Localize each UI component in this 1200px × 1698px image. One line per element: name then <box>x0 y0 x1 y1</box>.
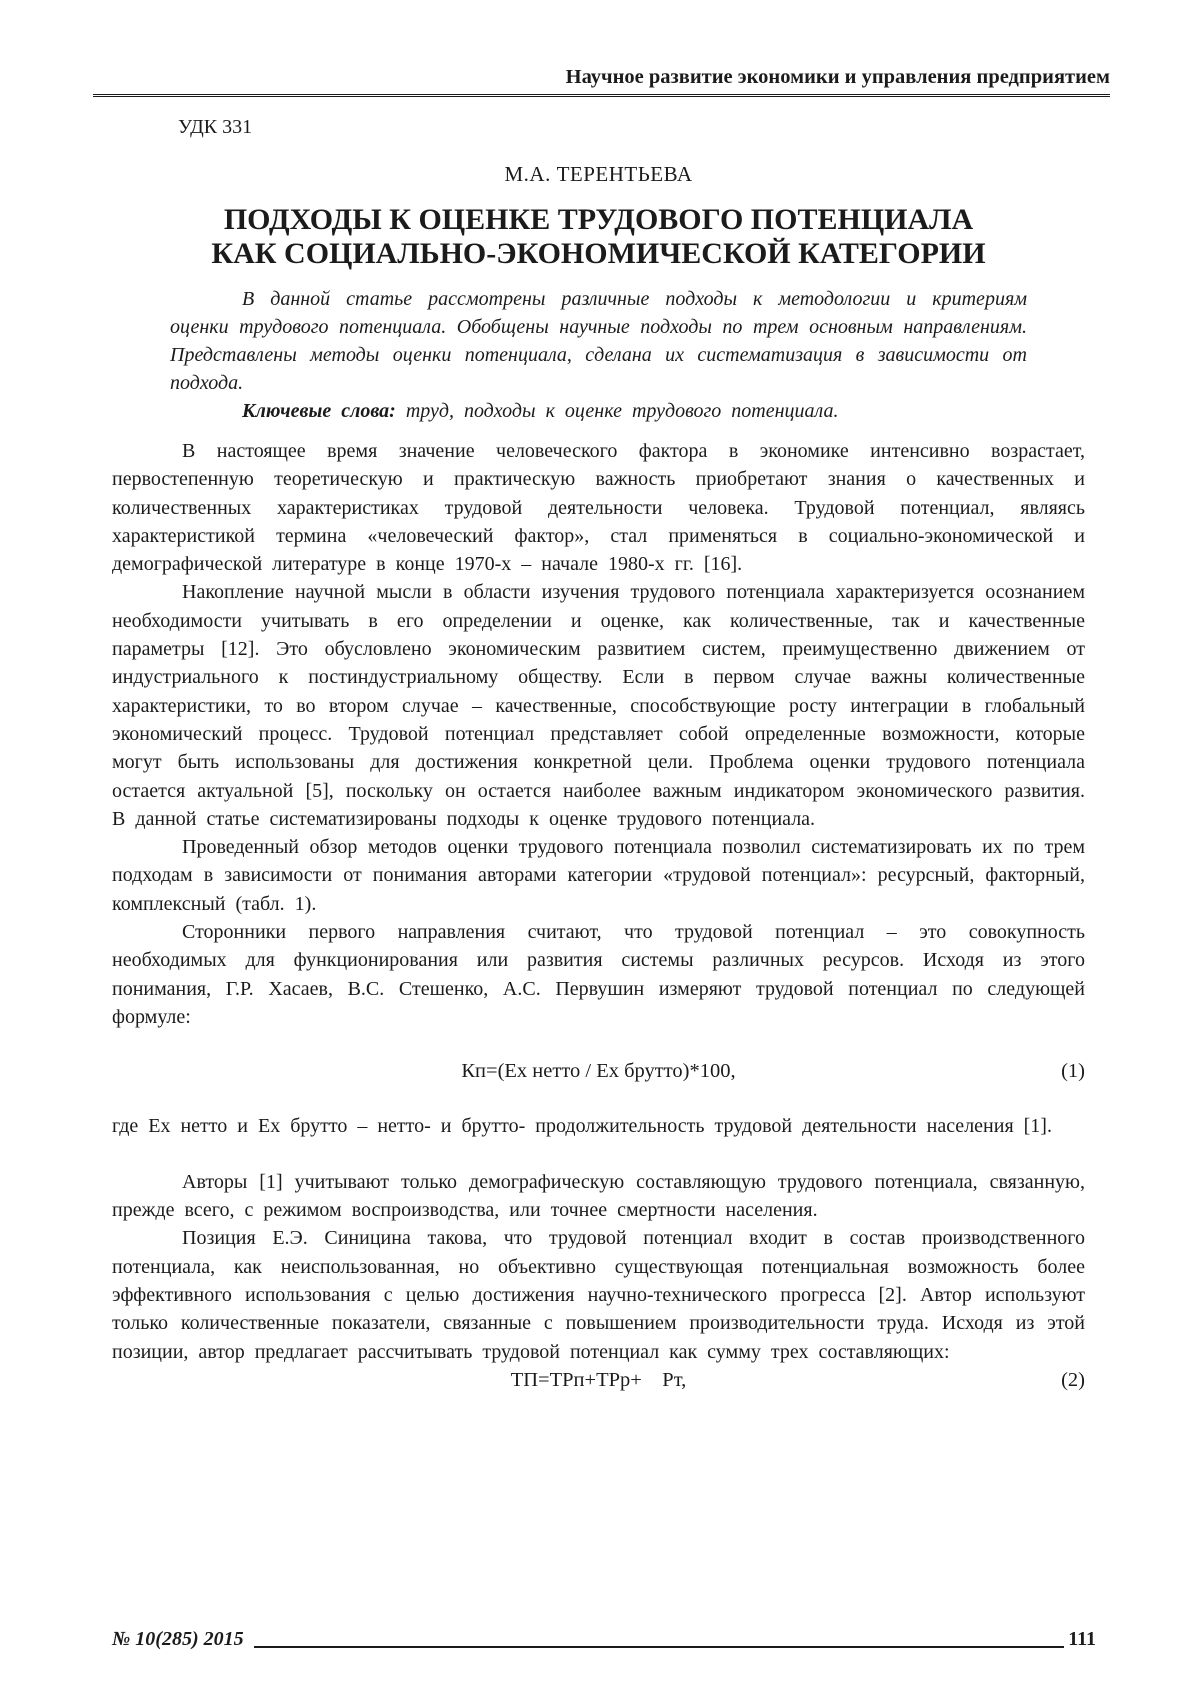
author-name: М.А. ТЕРЕНТЬЕВА <box>504 162 693 186</box>
article-title <box>112 203 1085 271</box>
body-paragraph-1: В настоящее время значение человеческого фактора в экономике интенсивно возрастает, первостепенную теоретическую и практическую важность приобретают знания о качественных и количественных характеристиках трудовой деятельности человека. Трудовой потенциал, являясь характеристикой термина «человеческий фактор», стал применяться в социально-экономической и демографической литературе в конце 1970-х – начале 1980-х гг. [16]. <box>112 440 1085 576</box>
page-content <box>112 0 1110 1394</box>
footer-page-number: 111 <box>1068 1628 1096 1650</box>
running-header-title: Научное развитие экономики и управления предприятием <box>565 66 1110 88</box>
page-footer <box>112 1626 1096 1652</box>
body-paragraph-4: Сторонники первого направления считают, что трудовой потенциал – это совокупность необходимых для функционирования или развития системы различных ресурсов. Исходя из этого понимания, Г.Р. Хасаев, В.С. Стешенко, А.С. Первушин измеряют трудовой потенциал по следующей формуле: <box>112 921 1085 1028</box>
formula-1-expression: Кп=(Ех нетто / Ех брутто)*100, <box>461 1060 736 1083</box>
formula-2-number: (2) <box>1061 1368 1085 1391</box>
abstract-block <box>170 285 1027 425</box>
body-paragraph-3: Проведенный обзор методов оценки трудового потенциала позволил систематизировать их по трем подходам в зависимости от понимания авторами категории «трудовой потенциал»: ресурсный, факторный, комплексный (табл. 1). <box>112 836 1085 915</box>
running-header <box>93 0 1110 97</box>
keywords-line <box>170 397 1027 425</box>
formula-1-explanation: где Ех нетто и Ех брутто – нетто- и брутто- продолжительность трудовой деятельности населения [1]. <box>112 1114 1052 1137</box>
keywords-label: Ключевые слова: <box>242 400 396 422</box>
formula-2 <box>112 1366 1085 1394</box>
body-paragraph-5: Авторы [1] учитывают только демографическую составляющую трудового потенциала, связанную, прежде всего, с режимом воспроизводства, или точнее смертности населения. <box>112 1170 1085 1222</box>
body-paragraph-6: Позиция Е.Э. Синицина такова, что трудовой потенциал входит в состав производственного потенциала, как неиспользованная, но объективно существующая потенциальная возможность более эффективного использования с целью достижения научно-технического прогресса [2]. Автор используют только количественные показатели, связанные с повышением производительности труда. Исходя из этой позиции, автор предлагает рассчитывать трудовой потенциал как сумму трех составляющих: <box>112 1227 1085 1363</box>
body-paragraph-2: Накопление научной мысли в области изучения трудового потенциала характеризуется осознанием необходимости учитывать в его определении и оценке, как количественные, так и качественные параметры [12]. Это обусловлено экономическим развитием систем, преимущественно движением от индустриального к постиндустриальному обществу. Если в первом случае важны количественные характеристики, то во втором случае – качественные, способствующие росту интеграции в глобальный экономический процесс. Трудовой потенциал представляет собой определенные возможности, которые могут быть использованы для достижения конкретной цели. Проблема оценки трудового потенциала остается актуальной [5], поскольку он остается наиболее важным индикатором экономического развития. В данной статье систематизированы подходы к оценке трудового потенциала. <box>112 581 1085 830</box>
article-body <box>112 437 1085 1394</box>
keywords-text: труд, подходы к оценке трудового потенциала. <box>405 400 839 422</box>
formula-2-expression: ТП=ТРп+ТРр+ Рт, <box>510 1368 687 1391</box>
article-title-line-2: КАК СОЦИАЛЬНО-ЭКОНОМИЧЕСКОЙ КАТЕГОРИИ <box>211 237 986 270</box>
footer-rule <box>254 1646 1065 1648</box>
article-title-line-1: ПОДХОДЫ К ОЦЕНКЕ ТРУДОВОГО ПОТЕНЦИАЛА <box>223 203 974 236</box>
formula-1 <box>112 1057 1085 1085</box>
footer-issue: № 10(285) 2015 <box>112 1628 244 1650</box>
abstract-text: В данной статье рассмотрены различные подходы к методологии и критериям оценки трудового потенциала. Обобщены научные подходы по трем основным направлениям. Представлены методы оценки потенциала, сделана их систематизация в зависимости от подхода. <box>170 288 1027 394</box>
formula-1-number: (1) <box>1061 1060 1085 1083</box>
udc-label: УДК 331 <box>178 116 253 138</box>
